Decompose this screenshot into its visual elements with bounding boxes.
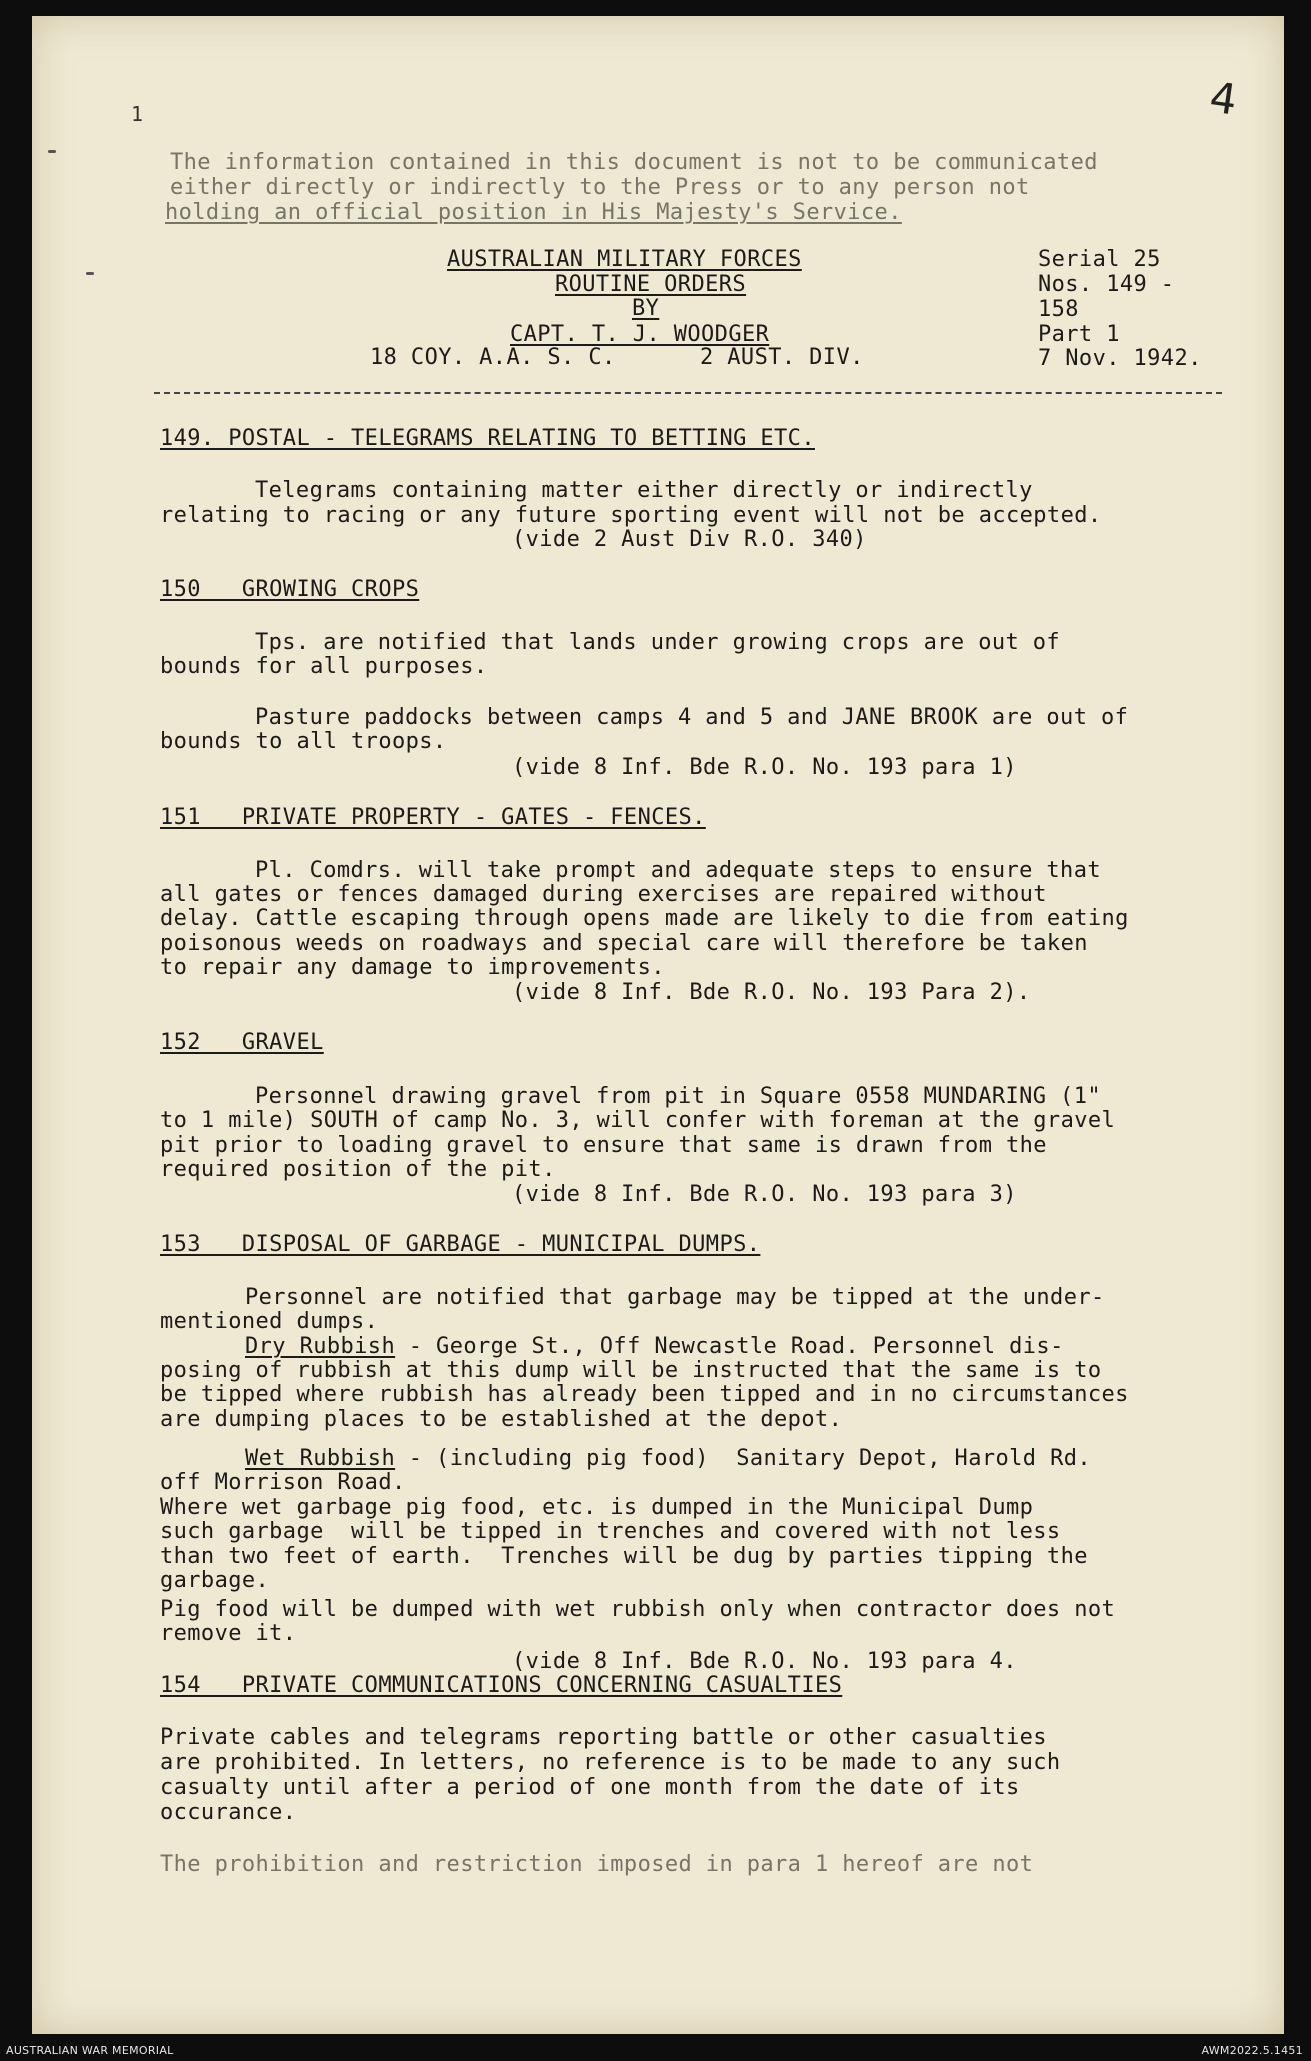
page-number-handwritten: 4 [1206, 72, 1241, 125]
header-by: BY [632, 296, 660, 321]
paragraph-line: remove it. [160, 1621, 297, 1646]
footer-archive-id: AWM2022.5.1451 [1201, 2044, 1303, 2057]
punch-mark [48, 150, 56, 153]
paragraph-line: bounds for all purposes. [160, 654, 488, 679]
notice-line: The information contained in this document is not to be communicated [170, 150, 1098, 175]
paragraph-line: are prohibited. In letters, no reference is to be made to any such [160, 1750, 1061, 1775]
header-officer: CAPT. T. J. WOODGER [510, 322, 770, 347]
header-nos-end: 158 [1038, 297, 1079, 322]
header-unit: 18 COY. A.A. S. C. [370, 345, 616, 370]
paragraph-line: poisonous weeds on roadways and special care will therefore be taken [160, 931, 1088, 956]
pencil-mark: 1 [131, 102, 144, 126]
wet-rubbish-text: - (including pig food) Sanitary Depot, Harold Rd. [395, 1446, 1092, 1471]
order-reference: (vide 8 Inf. Bde R.O. No. 193 Para 2). [512, 980, 1031, 1005]
wet-rubbish-label: Wet Rubbish [245, 1446, 396, 1471]
document-title: AUSTRALIAN MILITARY FORCES [447, 247, 802, 272]
header-serial: Serial 25 [1038, 247, 1161, 272]
paragraph-line: are dumping places to be established at the depot. [160, 1407, 843, 1432]
paragraph-line: than two feet of earth. Trenches will be dug by parties tipping the [160, 1544, 1088, 1569]
order-reference: (vide 8 Inf. Bde R.O. No. 193 para 1) [512, 755, 1017, 780]
paragraph-line: relating to racing or any future sporting event will not be accepted. [160, 503, 1102, 528]
paragraph-line: required position of the pit. [160, 1157, 556, 1182]
paragraph-line: Pl. Comdrs. will take prompt and adequate steps to ensure that [255, 858, 1101, 883]
paragraph-line: Pasture paddocks between camps 4 and 5 and JANE BROOK are out of [255, 705, 1129, 730]
paragraph-line: Private cables and telegrams reporting battle or other casualties [160, 1725, 1047, 1750]
document-subtitle: ROUTINE ORDERS [555, 272, 747, 297]
paragraph-line: Personnel drawing gravel from pit in Square 0558 MUNDARING (1" [255, 1084, 1101, 1109]
header-divider [154, 392, 1222, 394]
notice-line: either directly or indirectly to the Press or to any person not [170, 175, 1030, 200]
footer-archive-name: AUSTRALIAN WAR MEMORIAL [6, 2044, 174, 2057]
paragraph-line: mentioned dumps. [160, 1309, 379, 1334]
paragraph-line: The prohibition and restriction imposed in para 1 hereof are not [160, 1852, 1034, 1877]
paragraph-line: garbage. [160, 1568, 270, 1593]
paragraph-line: be tipped where rubbish has already been tipped and in no circumstances [160, 1382, 1129, 1407]
paragraph-line: casualty until after a period of one month from the date of its [160, 1775, 1020, 1800]
paragraph-line: Telegrams containing matter either directly or indirectly [255, 478, 1033, 503]
wet-rubbish-line [245, 1446, 1091, 1471]
paragraph-line: Personnel are notified that garbage may be tipped at the under- [245, 1285, 1105, 1310]
paragraph-line: to repair any damage to improvements. [160, 955, 665, 980]
order-reference: (vide 2 Aust Div R.O. 340) [512, 527, 867, 552]
header-nos: Nos. 149 - [1038, 272, 1175, 297]
paragraph-line: delay. Cattle escaping through opens made are likely to die from eating [160, 906, 1129, 931]
order-153-heading: 153 DISPOSAL OF GARBAGE - MUNICIPAL DUMPS. [160, 1232, 761, 1257]
paragraph-line: Pig food will be dumped with wet rubbish only when contractor does not [160, 1597, 1116, 1622]
paragraph-line: pit prior to loading gravel to ensure that same is drawn from the [160, 1133, 1047, 1158]
order-150-heading: 150 GROWING CROPS [160, 577, 420, 602]
paragraph-line: posing of rubbish at this dump will be instructed that the same is to [160, 1358, 1102, 1383]
order-154-heading: 154 PRIVATE COMMUNICATIONS CONCERNING CASUALTIES [160, 1673, 843, 1698]
paragraph-line: off Morrison Road. [160, 1470, 406, 1495]
dry-rubbish-label: Dry Rubbish [245, 1334, 396, 1359]
paragraph-line: Where wet garbage pig food, etc. is dumped in the Municipal Dump [160, 1495, 1034, 1520]
header-part: Part 1 [1038, 322, 1120, 347]
punch-mark [86, 272, 94, 275]
order-reference: (vide 8 Inf. Bde R.O. No. 193 para 4. [512, 1649, 1017, 1674]
paragraph-line: such garbage will be tipped in trenches and covered with not less [160, 1519, 1061, 1544]
dry-rubbish-text: - George St., Off Newcastle Road. Personnel dis- [395, 1334, 1064, 1359]
dry-rubbish-line [245, 1334, 1064, 1359]
order-149-heading: 149. POSTAL - TELEGRAMS RELATING TO BETTING ETC. [160, 426, 815, 451]
paragraph-line: all gates or fences damaged during exercises are repaired without [160, 882, 1047, 907]
paragraph-line: to 1 mile) SOUTH of camp No. 3, will confer with foreman at the gravel [160, 1108, 1116, 1133]
notice-line: holding an official position in His Majesty's Service. [165, 200, 902, 225]
order-reference: (vide 8 Inf. Bde R.O. No. 193 para 3) [512, 1182, 1017, 1207]
order-151-heading: 151 PRIVATE PROPERTY - GATES - FENCES. [160, 805, 706, 830]
paragraph-line: Tps. are notified that lands under growing crops are out of [255, 630, 1061, 655]
paragraph-line: occurance. [160, 1800, 297, 1825]
paragraph-line: bounds to all troops. [160, 729, 447, 754]
order-152-heading: 152 GRAVEL [160, 1030, 324, 1055]
header-division: 2 AUST. DIV. [700, 345, 864, 370]
header-date: 7 Nov. 1942. [1038, 346, 1202, 371]
